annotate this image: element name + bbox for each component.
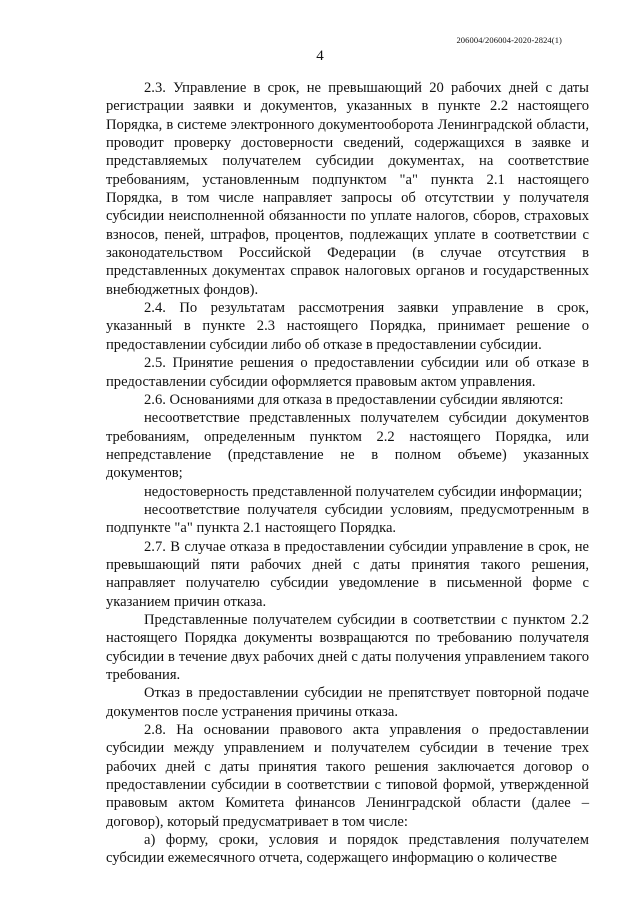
paragraph-2-8: 2.8. На основании правового акта управления о предоставлении субсидии между управлением и получателем субсидии в течение трех рабочих дней с даты принятия такого решения заключается договор о предоставлении субсидии в соответствии с типовой формой, утвержденной правовым актом Комитета финансов Ленинградской области (далее – договор), который предусматривает в том числе: xyxy=(106,722,589,830)
document-id: 206004/206004-2020-2824(1) xyxy=(456,35,562,45)
paragraph-2-5: 2.5. Принятие решения о предоставлении субсидии или об отказе в предоставлении субсидии оформляется правовым актом управления. xyxy=(106,355,589,390)
paragraph-2-3: 2.3. Управление в срок, не превышающий 20 рабочих дней с даты регистрации заявки и документов, указанных в пункте 2.2 настоящего Порядка, в системе электронного документооборота Ленинградской области, проводит проверку достоверности сведений, содержащихся в заявке и представляемых получателем субсидии документах, на соответствие требованиям, установленным подпунктом "а" пункта 2.1 настоящего Порядка, в том числе направляет запросы об отсутствии у получателя субсидии неисполненной обязанности по уплате налогов, сборов, страховых взносов, пеней, штрафов, процентов, подлежащих уплате в соответствии с законодательством Российской Федерации (в случае отсутствия в представленных документах справок налоговых органов и государственных внебюджетных фондов). xyxy=(106,80,589,298)
refusal-reason-documents: несоответствие представленных получателем субсидии документов требованиям, определенным пунктом 2.2 настоящего Порядка, или непредставление (представление не в полном объеме) указанных документов; xyxy=(106,410,589,482)
page-number: 4 xyxy=(316,48,324,64)
document-body xyxy=(106,79,589,868)
paragraph-resubmission: Отказ в предоставлении субсидии не препятствует повторной подаче документов после устранения причины отказа. xyxy=(106,685,589,720)
paragraph-documents-return: Представленные получателем субсидии в соответствии с пунктом 2.2 настоящего Порядка документы возвращаются по требованию получателя субсидии в течение двух рабочих дней с даты получения управлением такого требования. xyxy=(106,611,589,683)
refusal-reason-conditions: несоответствие получателя субсидии условиям, предусмотренным в подпункте "а" пункта 2.1 настоящего Порядка. xyxy=(106,501,589,537)
paragraph-2-7: 2.7. В случае отказа в предоставлении субсидии управление в срок, не превышающий пяти рабочих дней с даты принятия такого решения, направляет получателю субсидии уведомление в письменной форме с указанием причин отказа. xyxy=(106,538,589,610)
paragraph-2-6: 2.6. Основаниями для отказа в предоставлении субсидии являются: xyxy=(144,391,564,408)
refusal-reason-information: недостоверность представленной получателем субсидии информации; xyxy=(144,483,583,500)
paragraph-2-8-a: а) форму, сроки, условия и порядок представления получателем субсидии ежемесячного отчета, содержащего информацию о количестве xyxy=(106,832,589,867)
paragraph-2-4: 2.4. По результатам рассмотрения заявки управление в срок, указанный в пункте 2.3 настоящего Порядка, принимает решение о предоставлении субсидии либо об отказе в предоставлении субсидии. xyxy=(106,300,589,353)
